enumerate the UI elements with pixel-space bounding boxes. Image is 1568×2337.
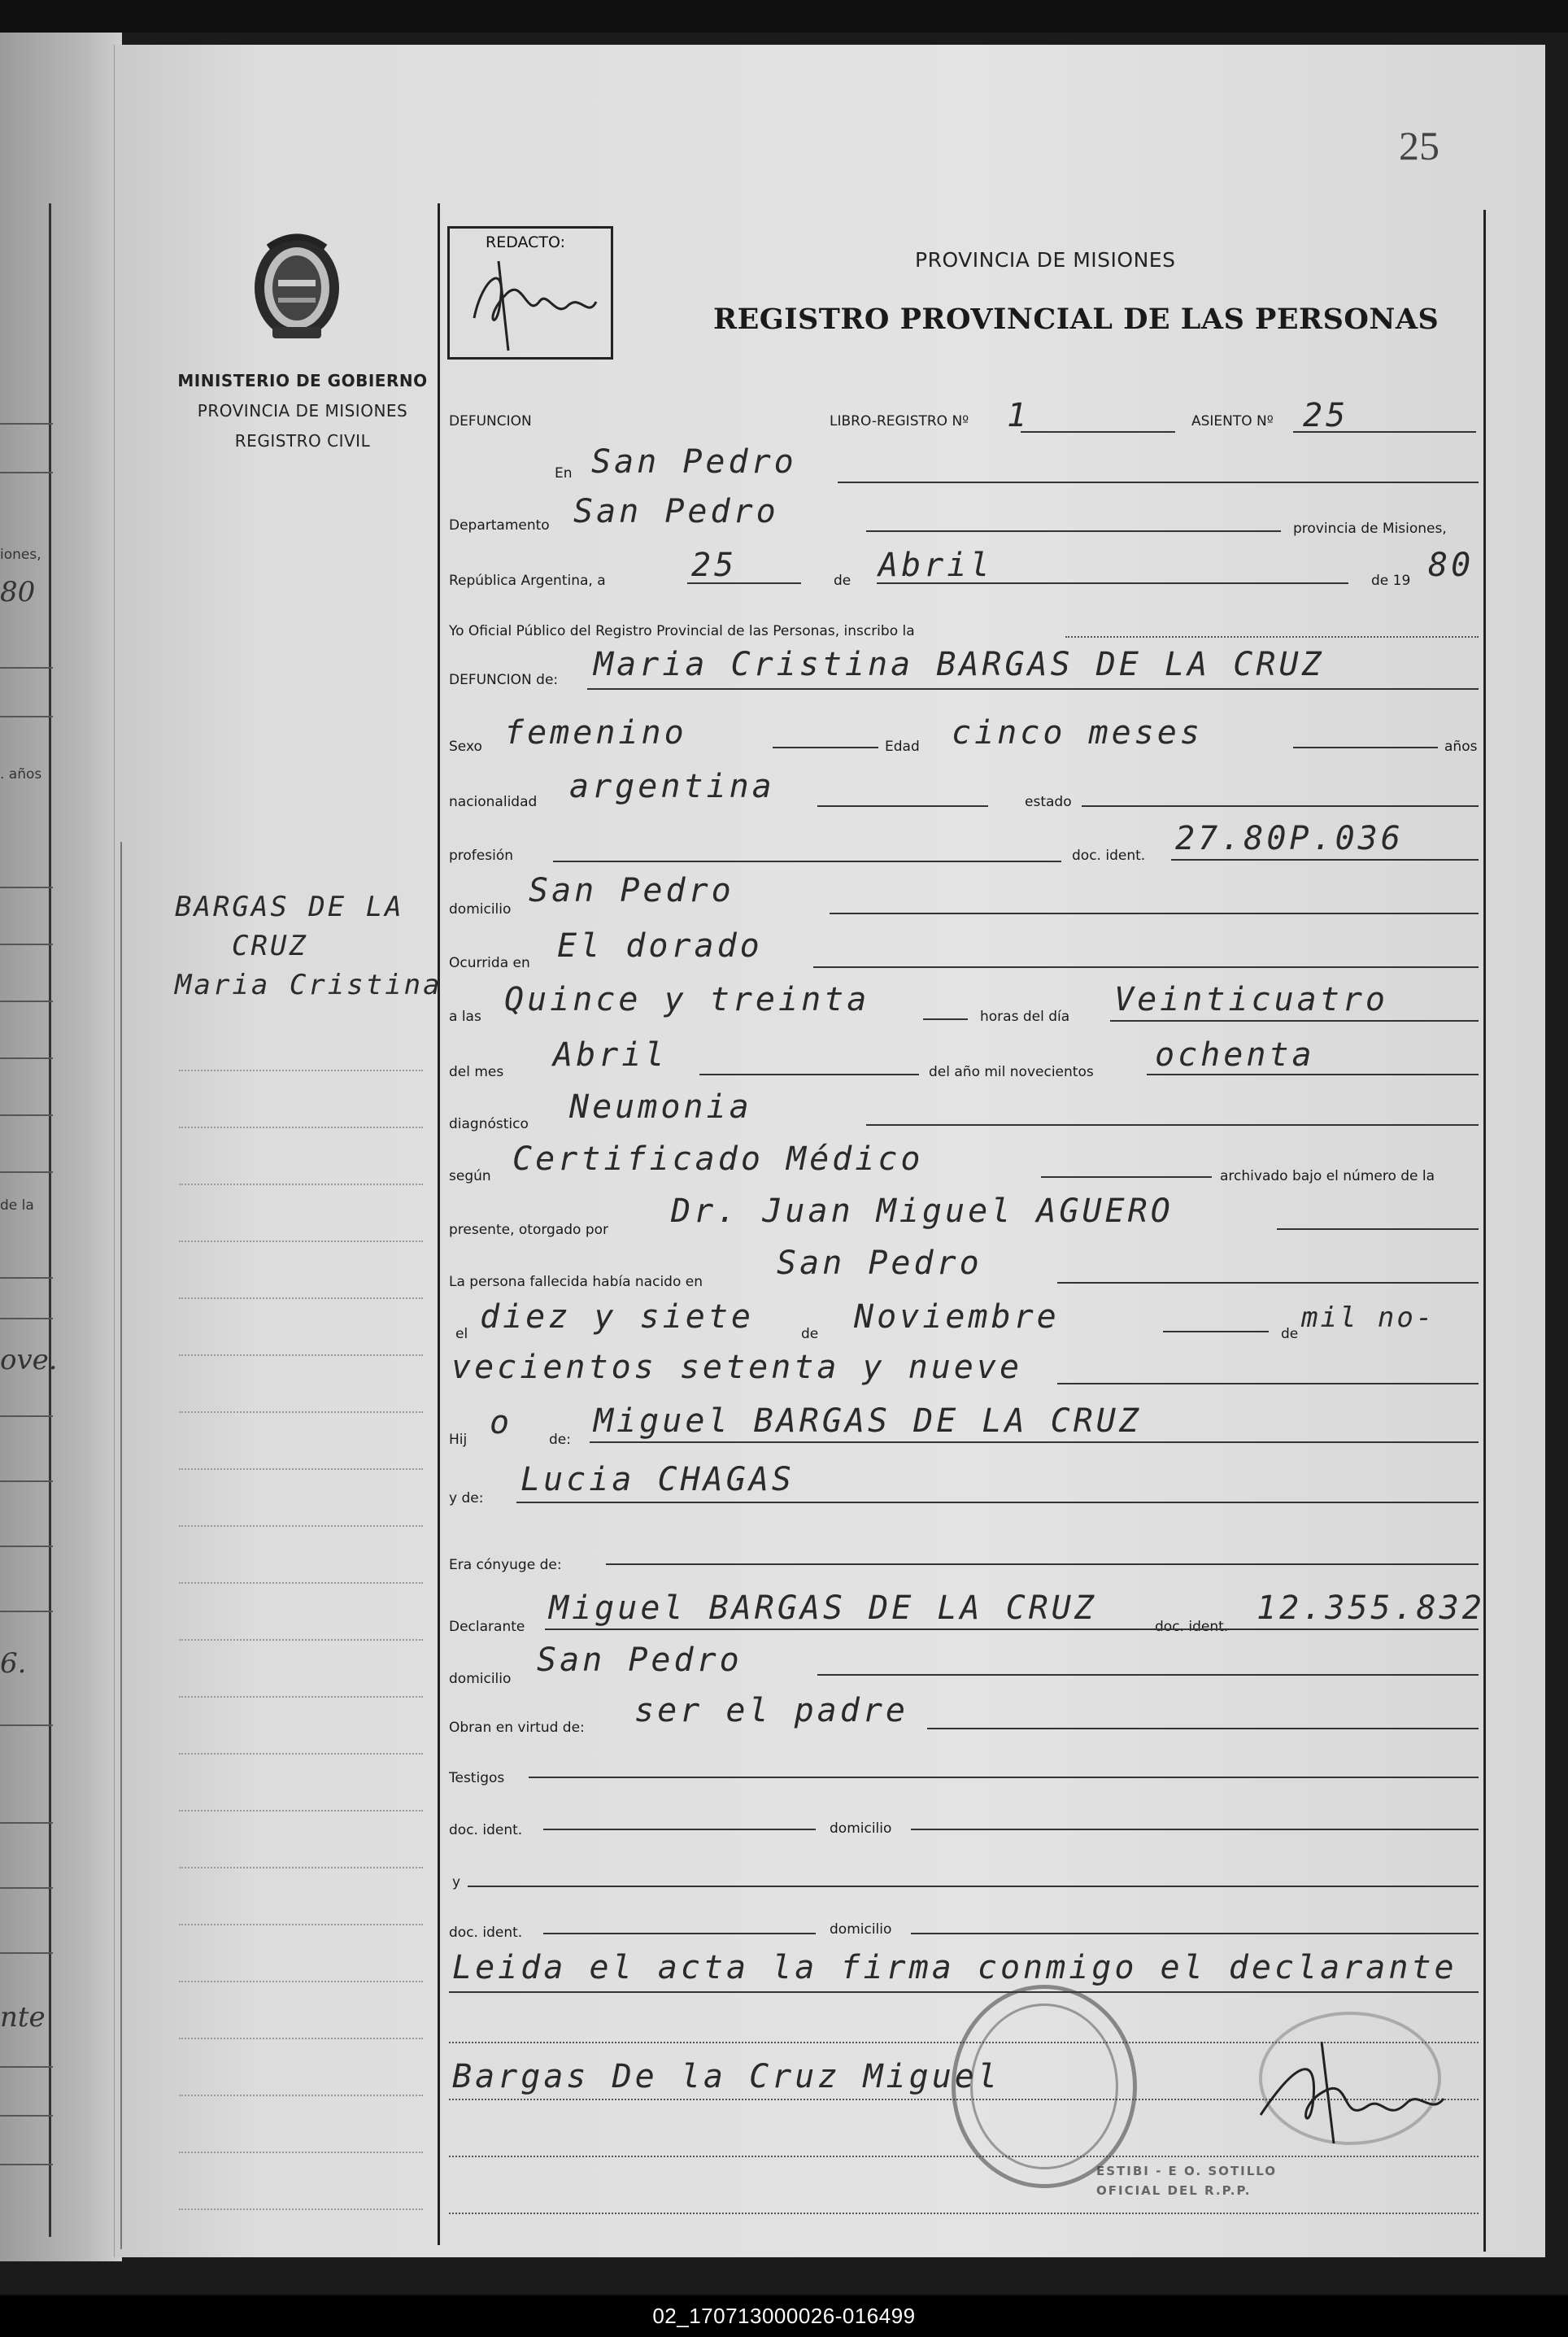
republica-label: República Argentina, a <box>449 573 606 589</box>
de19-label: de 19 <box>1371 573 1411 589</box>
left-fragment: 6. <box>0 1647 27 1680</box>
obran-label: Obran en virtud de: <box>449 1720 585 1736</box>
del-ano-value: ochenta <box>1155 1036 1315 1074</box>
declarante-label: Declarante <box>449 1619 525 1635</box>
nacionalidad-label: nacionalidad <box>449 794 538 810</box>
ocurrida-value: El dorado <box>557 927 763 965</box>
official-stamp <box>952 1985 1137 2188</box>
margin-line-2: CRUZ <box>232 930 308 962</box>
redacto-signature <box>450 229 611 357</box>
provincia-label: provincia de Misiones, <box>1293 521 1447 537</box>
padre-value: Miguel BARGAS DE LA CRUZ <box>594 1402 1142 1440</box>
libro-number: 1 <box>1007 397 1030 434</box>
hora-value: Quince y treinta <box>504 981 870 1018</box>
declarante-value: Miguel BARGAS DE LA CRUZ <box>549 1589 1097 1627</box>
lugar-en: San Pedro <box>591 443 797 481</box>
left-fragment: iones, <box>0 547 41 563</box>
y-de-label: y de: <box>449 1490 484 1506</box>
firma-declarante: Bargas De la Cruz Miguel <box>452 2058 1000 2095</box>
left-fragment: nte <box>0 2001 46 2034</box>
doc-ident-label: doc. ident. <box>1072 848 1146 864</box>
obran-value: ser el padre <box>634 1692 908 1729</box>
de-padre-label: de: <box>549 1432 571 1448</box>
estado-label: estado <box>1025 794 1072 810</box>
presente-label: presente, otorgado por <box>449 1222 609 1238</box>
sexo-label: Sexo <box>449 739 482 755</box>
departamento-label: Departamento <box>449 517 550 534</box>
record-type-label: DEFUNCION <box>449 413 532 429</box>
del-mes-value: Abril <box>553 1036 668 1074</box>
asiento-label: ASIENTO Nº <box>1191 413 1274 429</box>
coat-of-arms-seal <box>244 231 350 349</box>
de-nac-label: de <box>801 1326 819 1342</box>
diagnostico-value: Neumonia <box>569 1088 752 1126</box>
fecha-mes: Abril <box>878 547 993 584</box>
previous-page-edge <box>0 33 122 2261</box>
testigo2-doc-label: doc. ident. <box>449 1925 523 1941</box>
en-label: En <box>555 465 573 482</box>
declarante-domicilio-label: domicilio <box>449 1671 512 1687</box>
page-number: 25 <box>1399 123 1440 168</box>
title-province: PROVINCIA DE MISIONES <box>915 248 1176 272</box>
ministry-registry: REGISTRO CIVIL <box>234 431 371 451</box>
dia-texto: Veinticuatro <box>1114 981 1388 1018</box>
declarante-domicilio-value: San Pedro <box>537 1642 743 1679</box>
fecha-dia: 25 <box>691 547 738 584</box>
archivado-label: archivado bajo el número de la <box>1220 1168 1435 1184</box>
del-ano-label: del año mil novecientos <box>929 1064 1094 1080</box>
stamp-line-2: OFICIAL DEL R.P.P. <box>1096 2183 1252 2198</box>
nacido-en-label: La persona fallecida había nacido en <box>449 1274 703 1290</box>
ministry-province: PROVINCIA DE MISIONES <box>197 401 408 421</box>
sexo-value: femenino <box>504 714 687 752</box>
departamento-value: San Pedro <box>573 493 779 530</box>
left-fragment: de la <box>0 1197 34 1214</box>
anos-label: años <box>1444 739 1478 755</box>
column-rule-left <box>438 203 440 2245</box>
nacido-en-value: San Pedro <box>777 1245 982 1282</box>
declarante-doc-value: 12.355.832 <box>1257 1589 1485 1627</box>
nacionalidad-value: argentina <box>569 768 775 805</box>
testigo1-doc-label: doc. ident. <box>449 1822 523 1838</box>
nac-mil-value: mil no- <box>1301 1301 1435 1334</box>
stamp-line-1: ESTIBI - E O. SOTILLO <box>1096 2164 1278 2178</box>
column-rule-right <box>1483 210 1486 2252</box>
de-label: de <box>834 573 852 589</box>
redacto-label: REDACTO: <box>486 233 566 251</box>
libro-label: LIBRO-REGISTRO Nº <box>830 413 969 429</box>
testigos-label: Testigos <box>449 1770 505 1786</box>
ministry-header <box>172 366 433 456</box>
testigo2-domicilio-label: domicilio <box>830 1921 892 1938</box>
ministry-name: MINISTERIO DE GOBIERNO <box>177 371 428 390</box>
edad-value: cinco meses <box>952 714 1203 752</box>
horas-dia-label: horas del día <box>980 1009 1070 1025</box>
nac-dia-value: diez y siete <box>480 1298 754 1336</box>
conyuge-label: Era cónyuge de: <box>449 1557 562 1573</box>
left-fragment: 80 <box>0 576 36 608</box>
del-mes-label: del mes <box>449 1064 504 1080</box>
testigo1-domicilio-label: domicilio <box>830 1820 892 1837</box>
medico-value: Dr. Juan Miguel AGUERO <box>671 1192 1174 1230</box>
edad-label: Edad <box>885 739 920 755</box>
scan-id-caption: 02_170713000026-016499 <box>0 2296 1568 2337</box>
redacto-box <box>447 226 613 360</box>
fecha-ano: 80 <box>1428 547 1474 584</box>
segun-value: Certificado Médico <box>512 1140 924 1178</box>
diagnostico-label: diagnóstico <box>449 1116 529 1132</box>
defuncion-de-label: DEFUNCION de: <box>449 672 559 688</box>
nac-mes-value: Noviembre <box>854 1298 1060 1336</box>
leida-text: Leida el acta la firma conmigo el declarante <box>452 1949 1457 1986</box>
margin-line-1: BARGAS DE LA <box>175 891 404 923</box>
domicilio-label: domicilio <box>449 901 512 918</box>
nac-ano-value: vecientos setenta y nueve <box>451 1349 1023 1386</box>
segun-label: según <box>449 1168 491 1184</box>
declarante-doc-label: doc. ident. <box>1155 1619 1229 1635</box>
madre-value: Lucia CHAGAS <box>520 1461 795 1498</box>
margin-line-3: Maria Cristina <box>175 969 442 1001</box>
yo-oficial-text: Yo Oficial Público del Registro Provincial de las Personas, inscribo la <box>449 623 915 639</box>
left-fragment: . años <box>0 766 42 783</box>
fallecido-nombre: Maria Cristina BARGAS DE LA CRUZ <box>594 646 1325 683</box>
ocurrida-label: Ocurrida en <box>449 955 530 971</box>
fold-line <box>120 842 122 2249</box>
doc-ident-value: 27.80P.036 <box>1175 820 1404 857</box>
de-mil-label: de <box>1281 1326 1299 1342</box>
hijo-suffix: o <box>490 1404 513 1441</box>
profesion-label: profesión <box>449 848 514 864</box>
official-signature <box>1244 2001 1456 2156</box>
a-las-label: a las <box>449 1009 481 1025</box>
title-registry: REGISTRO PROVINCIAL DE LAS PERSONAS <box>713 303 1440 336</box>
el-label: el <box>455 1326 468 1342</box>
left-fragment: ove. <box>0 1344 58 1376</box>
hij-label: Hij <box>449 1432 468 1448</box>
y-label: y <box>452 1874 461 1890</box>
asiento-number: 25 <box>1303 397 1349 434</box>
domicilio-value: San Pedro <box>529 872 734 909</box>
